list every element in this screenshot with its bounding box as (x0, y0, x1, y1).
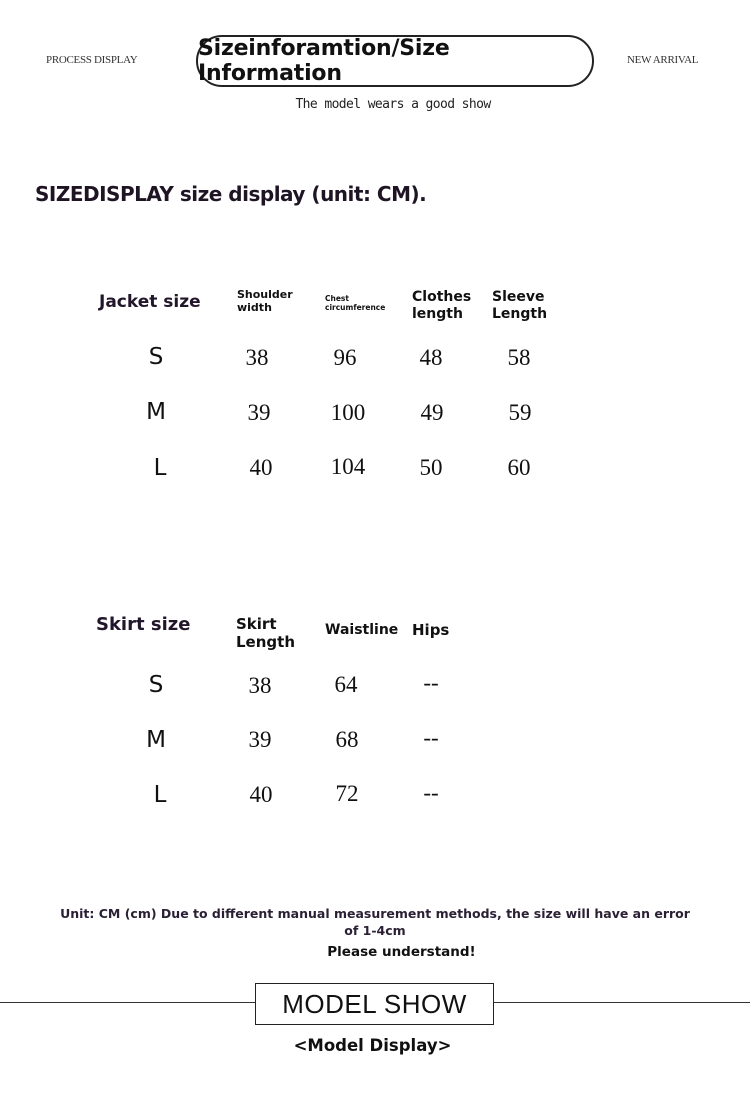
model-show-banner: MODEL SHOW (255, 983, 494, 1025)
jacket-header-chest: Chest circumference (325, 294, 386, 312)
jacket-cell: 50 (419, 455, 443, 480)
skirt-cell: 38 (248, 673, 272, 698)
jacket-size-s: S (148, 344, 164, 370)
jacket-header-clothes-length: Clothes length (412, 289, 472, 322)
jacket-cell: 39 (247, 400, 271, 425)
measurement-note: Unit: CM (cm) Due to different manual measurement methods, the size will have an error of 1-4cm (60, 906, 690, 938)
jacket-table-title: Jacket size (99, 292, 201, 312)
jacket-size-l: L (153, 455, 167, 481)
jacket-cell: 59 (508, 400, 532, 425)
skirt-header-hips: Hips (412, 621, 450, 639)
skirt-table-title: Skirt size (96, 614, 191, 635)
skirt-header-waistline: Waistline (325, 622, 399, 638)
skirt-cell: 40 (249, 782, 273, 807)
page-subtitle: The model wears a good show (295, 97, 491, 112)
please-understand-note: Please understand! (327, 944, 476, 960)
jacket-size-m: M (146, 399, 166, 425)
divider-left (0, 1002, 256, 1003)
skirt-size-s: S (148, 672, 164, 698)
jacket-cell: 100 (330, 400, 366, 425)
jacket-header-sleeve-length: Sleeve Length (492, 289, 548, 322)
jacket-cell: 104 (330, 454, 366, 479)
skirt-cell: 64 (334, 672, 358, 697)
skirt-cell: 39 (248, 727, 272, 752)
skirt-cell: -- (423, 670, 439, 695)
skirt-size-l: L (153, 782, 167, 808)
model-display-label: <Model Display> (293, 1036, 452, 1055)
skirt-cell: -- (423, 780, 439, 805)
skirt-size-m: M (146, 727, 166, 753)
skirt-header-length: Skirt Length (236, 615, 295, 651)
divider-right (492, 1002, 750, 1003)
jacket-cell: 96 (333, 345, 357, 370)
section-heading: SIZEDISPLAY size display (unit: CM). (35, 182, 427, 206)
process-display-label: PROCESS DISPLAY (46, 54, 138, 66)
skirt-cell: 72 (335, 781, 359, 806)
skirt-cell: -- (423, 725, 439, 750)
new-arrival-label: NEW ARRIVAL (627, 54, 699, 66)
jacket-cell: 40 (249, 455, 273, 480)
jacket-cell: 38 (245, 345, 269, 370)
jacket-header-shoulder: Shoulder width (237, 288, 293, 315)
jacket-cell: 58 (507, 345, 531, 370)
jacket-cell: 49 (420, 400, 444, 425)
page-title: Sizeinforamtion/Size Information (196, 35, 594, 87)
jacket-cell: 60 (507, 455, 531, 480)
jacket-cell: 48 (419, 345, 443, 370)
skirt-cell: 68 (335, 727, 359, 752)
